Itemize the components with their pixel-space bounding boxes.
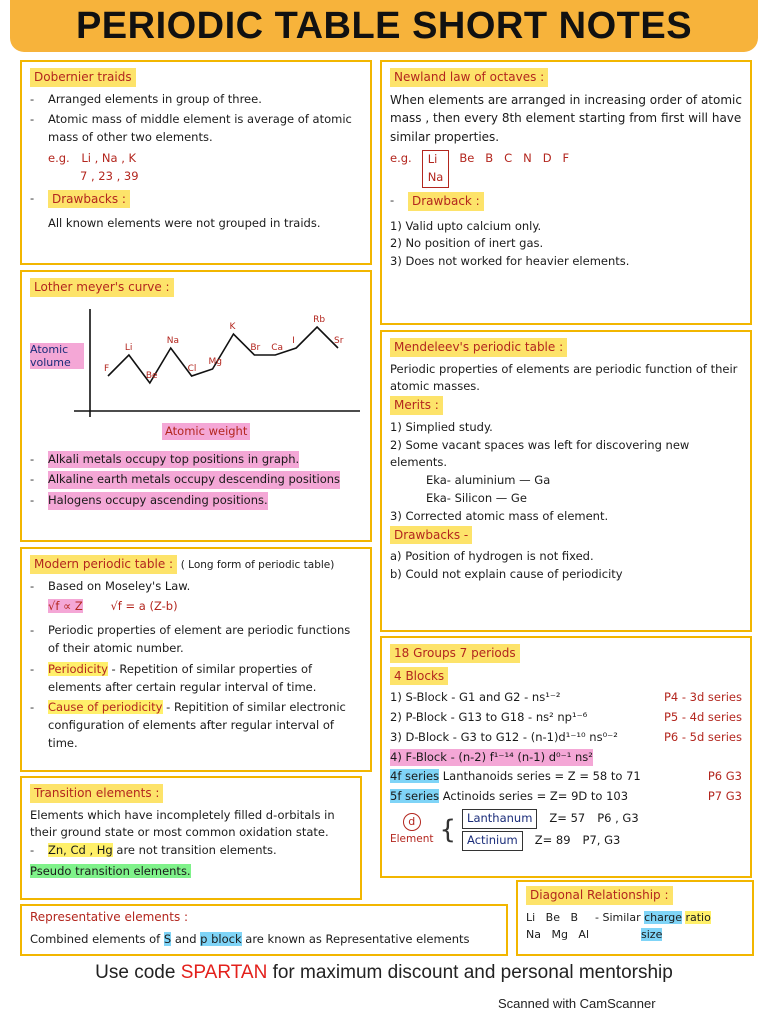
groups-4f-text: Lanthanoids series = Z = 58 to 71 xyxy=(442,769,641,784)
representative-text-start: Combined elements of xyxy=(30,931,161,946)
lothar-point-label: Ca xyxy=(271,342,284,353)
newland-text: When elements are arranged in increasing order of atomic mass , then every 8th element starting from first will have similar properties. xyxy=(390,92,742,144)
transition-title: Transition elements : xyxy=(30,784,163,803)
mendeleev-merits-title: Merits : xyxy=(390,396,443,415)
lothar-xlabel: Atomic weight xyxy=(162,423,250,441)
groups-row-4-left: 4) F-Block - (n-2) f¹⁻¹⁴ (n-1) d⁰⁻¹ ns² xyxy=(390,749,593,767)
mendeleev-drawback-b: b) Could not explain cause of periodicity xyxy=(390,567,623,582)
groups-5f-text: Actinoids series = Z= 9D to 103 xyxy=(442,789,629,804)
newland-first: Li xyxy=(427,152,438,167)
newland-first-below: Na xyxy=(427,170,444,185)
lothar-title: Lother meyer's curve : xyxy=(30,278,174,297)
groups-element-label: Element xyxy=(390,832,434,845)
groups-title: 18 Groups 7 periods xyxy=(390,644,520,663)
groups-row-2-right: P5 - 4d series xyxy=(663,710,742,724)
modern-formula-1: √f ∝ Z xyxy=(48,599,83,614)
groups-row-3-left: 3) D-Block - G3 to G12 - (n-1)d¹⁻¹⁰ ns⁰⁻² xyxy=(390,729,618,744)
diagonal-section xyxy=(516,880,754,956)
lothar-point-label: K xyxy=(229,321,236,332)
dobereiner-drawback: All known elements were not grouped in traids. xyxy=(48,216,321,231)
dobereiner-section: Dobernier traids - Arranged elements in group of three. - Atomic mass of middle element is average of atomic mass of other two elements. e.g. Li , Na , K 7 , 23 , 39 - Drawbacks : All known elements were not grouped in traids. xyxy=(20,60,372,265)
page-title: PERIODIC TABLE SHORT NOTES xyxy=(75,4,693,47)
groups-lanthanum-z: Z= 57 xyxy=(549,811,586,826)
modern-formula-2: √f = a (Z-b) xyxy=(110,599,178,614)
transition-pseudo: Pseudo transition elements. xyxy=(30,864,191,879)
modern-title: Modern periodic table : xyxy=(30,555,177,574)
mendeleev-merit-3: 3) Corrected atomic mass of element. xyxy=(390,508,609,523)
mendeleev-section xyxy=(380,330,752,632)
dobereiner-drawbacks-title: Drawbacks : xyxy=(48,190,130,209)
groups-5f-right: P7 G3 xyxy=(707,789,742,804)
newland-drawback-3: 3) Does not worked for heavier elements. xyxy=(390,254,630,269)
lothar-point-label: Be xyxy=(145,370,158,381)
dobereiner-point-1: Arranged elements in group of three. xyxy=(48,91,262,106)
representative-text-end: are known as Representative elements xyxy=(245,931,470,946)
diagonal-charge: charge xyxy=(644,910,682,924)
modern-section: Modern periodic table : ( Long form of periodic table) - Based on Moseley's Law. √f ∝ Z √f = a (Z-b) - Periodic properties of element are periodic functions of their atomic number. - Periodicity - Repetition of similar properties of elements after certain regular interval of time. - Cause of periodicity - Repitition of similar electronic configuration of elements after regular interval of time. xyxy=(20,547,372,772)
diagonal-title: Diagonal Relationship : xyxy=(526,886,673,905)
groups-5f-label: 5f series xyxy=(390,789,440,804)
groups-blocks-title: 4 Blocks xyxy=(390,667,448,686)
groups-actinium: Actinium xyxy=(462,831,523,851)
newland-others: Be B C N D F xyxy=(459,151,570,166)
modern-point-1: Periodic properties of element are periodic functions of their atomic number. xyxy=(48,623,351,656)
diagonal-ratio: ratio xyxy=(685,910,711,924)
mendeleev-merit-2: 2) Some vacant spaces was left for discovering new elements. xyxy=(390,437,690,470)
lothar-ylabel: Atomic volume xyxy=(30,343,84,369)
dobereiner-point-2: Atomic mass of middle element is average of atomic mass of other two elements. xyxy=(48,112,352,145)
diagonal-row-2: Na Mg Al xyxy=(526,927,590,941)
lothar-point-label: Cl xyxy=(187,363,197,374)
representative-title: Representative elements : xyxy=(30,910,189,924)
mendeleev-eka-2: Eka- Silicon — Ge xyxy=(426,491,527,506)
transition-not-elements: Zn, Cd , Hg xyxy=(48,843,113,858)
modern-periodicity-label: Periodicity xyxy=(48,661,108,676)
promo-footer xyxy=(0,962,768,984)
modern-cause-label: Cause of periodicity xyxy=(48,700,163,715)
lothar-point-label: Li xyxy=(124,342,133,353)
groups-row-2-left: 2) P-Block - G13 to G18 - ns² np¹⁻⁶ xyxy=(390,710,588,724)
newland-title: Newland law of octaves : xyxy=(390,68,548,87)
footer-code: SPARTAN xyxy=(180,962,268,983)
lothar-point-label: Br xyxy=(250,342,261,353)
groups-row-1-right: P4 - 3d series xyxy=(663,690,742,705)
lothar-series-line xyxy=(108,327,338,383)
representative-and: and xyxy=(174,931,197,946)
modern-based: Based on Moseley's Law. xyxy=(48,578,191,593)
groups-lanthanum: Lanthanum xyxy=(462,809,537,829)
modern-cause-text: - Repitition of similar electronic configuration of elements after regular interval of time. xyxy=(48,700,346,751)
representative-p: p block xyxy=(200,931,242,946)
mendeleev-merit-1: 1) Simplied study. xyxy=(390,419,493,434)
lothar-point-label: Rb xyxy=(313,314,326,325)
mendeleev-text: Periodic properties of elements are periodic function of their atomic masses. xyxy=(390,361,738,394)
lothar-point-label: Mg xyxy=(208,356,223,367)
footer-text-end: for maximum discount and personal mentorship xyxy=(272,962,673,983)
groups-lanthanum-pos: P6 , G3 xyxy=(597,811,639,826)
lothar-point-label: I xyxy=(292,335,295,346)
diagonal-size: size xyxy=(641,927,663,941)
page-header xyxy=(10,0,758,52)
representative-s: S xyxy=(163,931,172,946)
newland-drawback-2: 2) No position of inert gas. xyxy=(390,236,544,251)
lothar-point-3: Halogens occupy ascending positions. xyxy=(48,492,268,510)
dobereiner-title: Dobernier traids xyxy=(30,68,136,87)
transition-text: Elements which have incompletely filled d-orbitals in their ground state or most common oxidation state. xyxy=(30,807,335,840)
newland-section: Newland law of octaves : When elements are arranged in increasing order of atomic mass , then every 8th element starting from first will have similar properties. e.g. Li Na Be B C N D F - Drawback : 1) Valid upto calcium only. 2) No position of inert gas. 3) Does not worked for heavier elements. xyxy=(380,60,752,325)
groups-actinium-z: Z= 89 xyxy=(534,832,571,847)
lothar-point-1: Alkali metals occupy top positions in graph. xyxy=(48,451,299,469)
footer-text-start: Use code xyxy=(95,962,176,983)
modern-periodicity-text: - Repetition of similar properties of elements after certain regular interval of time. xyxy=(48,661,317,694)
groups-section: 18 Groups 7 periods 4 Blocks 1) S-Block - G1 and G2 - ns¹⁻² P4 - 3d series 2) P-Block - G13 to G18 - ns² np¹⁻⁶ P5 - 4d series 3) D-Block - G3 to G12 - (n-1)d¹⁻¹⁰ ns⁰⁻² P6 - 5d series 4) F-Block - (n-2) f¹⁻¹⁴ (n-1) d⁰⁻¹ ns² 4f series Lanthanoids series = Z = 58 to 71 P6 G3 5f series Actinoids series = Z= 9D to 103 P7 G3 d Element { Lanthanum Z= 57 P6 , G3 Actinium Z= 89 P7, G3 xyxy=(380,636,752,878)
transition-section: Transition elements : Elements which have incompletely filled d-orbitals in their ground state or most common oxidation state. - Zn, Cd , Hg are not transition elements. Pseudo transition elements. xyxy=(20,776,362,900)
lothar-point-label: Na xyxy=(166,335,179,346)
diagonal-similar: - Similar xyxy=(595,910,641,924)
representative-section xyxy=(20,904,508,956)
mendeleev-eka-1: Eka- aluminium — Ga xyxy=(426,473,551,488)
dobereiner-eg-elements: Li , Na , K xyxy=(81,151,137,166)
groups-actinium-pos: P7, G3 xyxy=(582,832,621,847)
groups-4f-label: 4f series xyxy=(390,769,440,784)
newland-drawback-1: 1) Valid upto calcium only. xyxy=(390,218,542,233)
mendeleev-drawbacks-title: Drawbacks - xyxy=(390,526,472,545)
lothar-section: Lother meyer's curve : F Li Be Na Cl Mg K Br Ca I Rb Sr Atomic volume Atomic weight - Alkali metals occupy top positions in graph. - Alkaline earth metals occupy descending positions - Halogens occupy ascending positions. xyxy=(20,270,372,542)
mendeleev-title: Mendeleev's periodic table : xyxy=(390,338,567,357)
dobereiner-eg-label: e.g. xyxy=(48,151,70,166)
lothar-point-label: Sr xyxy=(334,335,344,346)
groups-row-1-left: 1) S-Block - G1 and G2 - ns¹⁻² xyxy=(390,690,561,705)
diagonal-row-1: Li Be B xyxy=(526,910,579,924)
lothar-point-2: Alkaline earth metals occupy descending positions xyxy=(48,471,340,489)
scanner-watermark: Scanned with CamScanner xyxy=(498,996,656,1011)
groups-d-label: d xyxy=(403,813,421,831)
transition-not-text: are not transition elements. xyxy=(116,843,277,858)
groups-row-3-right: P6 - 5d series xyxy=(663,729,742,744)
lothar-point-label: F xyxy=(104,363,110,374)
mendeleev-drawback-a: a) Position of hydrogen is not fixed. xyxy=(390,549,594,564)
dobereiner-eg-masses: 7 , 23 , 39 xyxy=(80,168,139,183)
lothar-chart xyxy=(30,301,370,451)
modern-subtitle: ( Long form of periodic table) xyxy=(180,559,335,571)
groups-4f-right: P6 G3 xyxy=(707,769,742,784)
newland-drawback-title: Drawback : xyxy=(408,192,484,211)
newland-eg-label: e.g. xyxy=(390,151,412,166)
